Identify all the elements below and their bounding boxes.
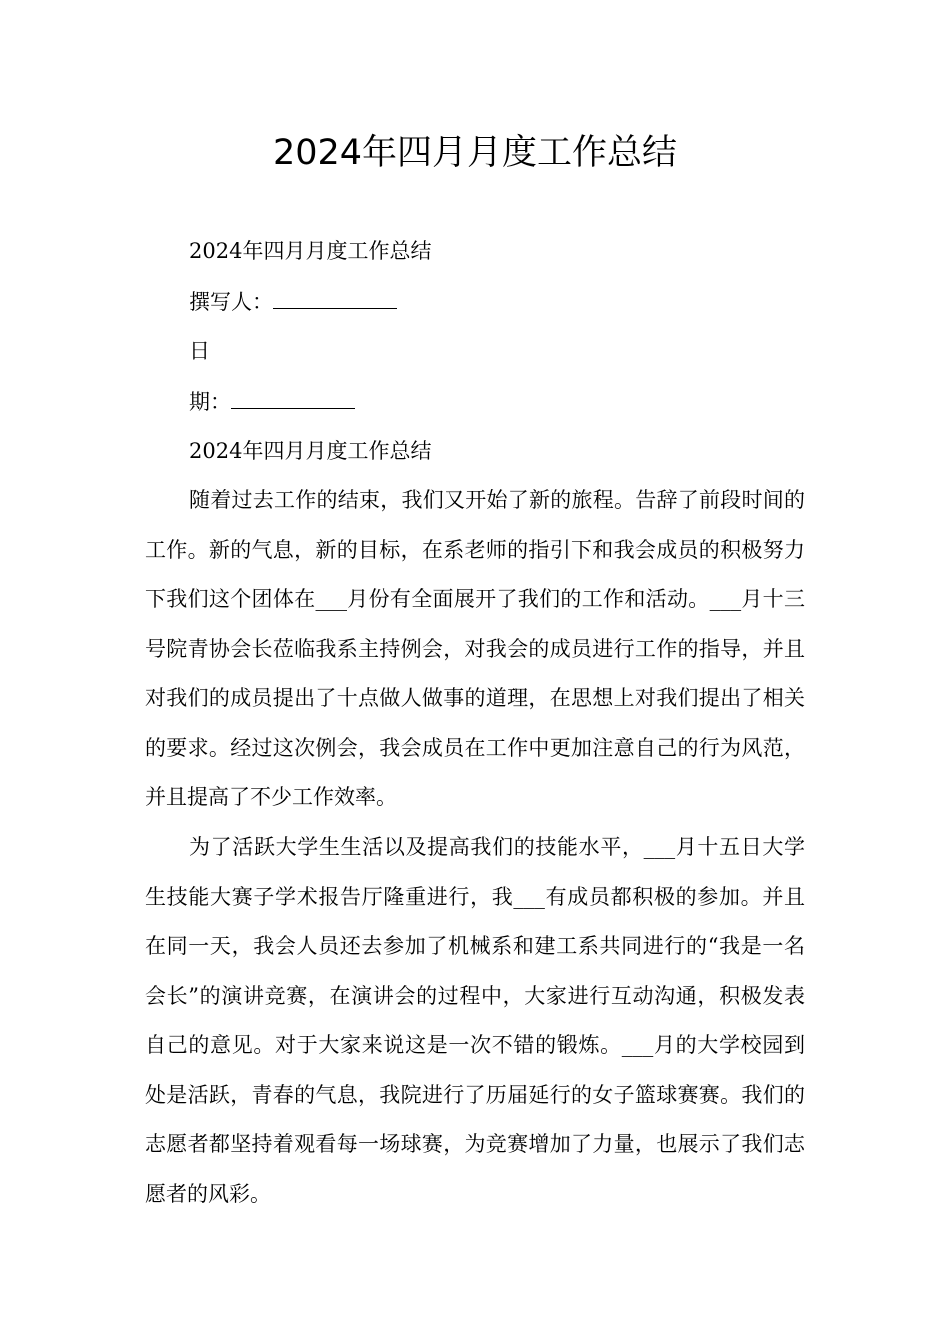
author-line [189, 286, 397, 317]
document-title: 2024年四月月度工作总结 [272, 133, 678, 173]
author-label: 撰写人： [189, 290, 273, 314]
date-blank [231, 386, 355, 409]
date-label-top: 日 [189, 339, 210, 363]
author-blank [273, 286, 397, 309]
header-title: 2024年四月月度工作总结 [189, 239, 432, 263]
paragraph-1: 随着过去工作的结束，我们又开始了新的旅程。告辞了前段时间的工作。新的气息，新的目标，在系老师的指引下和我会成员的积极努力下我们这个团体在___月份有全面展开了我们的工作和活动。___月十三号院青协会长莅临我系主持例会，对我会的成员进行工作的指导，并且对我们的成员提出了十点做人做事的道理，在思想上对我们提出了相关的要求。经过这次例会，我会成员在工作中更加注意自己的行为风范，并且提高了不少工作效率。 [145, 488, 805, 809]
paragraph-2: 为了活跃大学生生活以及提高我们的技能水平，___月十五日大学生技能大赛子学术报告厅隆重进行，我___有成员都积极的参加。并且在同一天，我会人员还去参加了机械系和建工系共同进行的“我是一名会长”的演讲竞赛，在演讲会的过程中，大家进行互动沟通，积极发表自己的意见。对于大家来说这是一次不错的锻炼。___月的大学校园到处是活跃，青春的气息，我院进行了历届延行的女子篮球赛赛。我们的志愿者都坚持着观看每一场球赛，为竞赛增加了力量，也展示了我们志愿者的风彩。 [145, 835, 805, 1206]
date-line [189, 386, 355, 417]
section-title: 2024年四月月度工作总结 [189, 439, 432, 463]
date-label: 期： [189, 390, 231, 414]
